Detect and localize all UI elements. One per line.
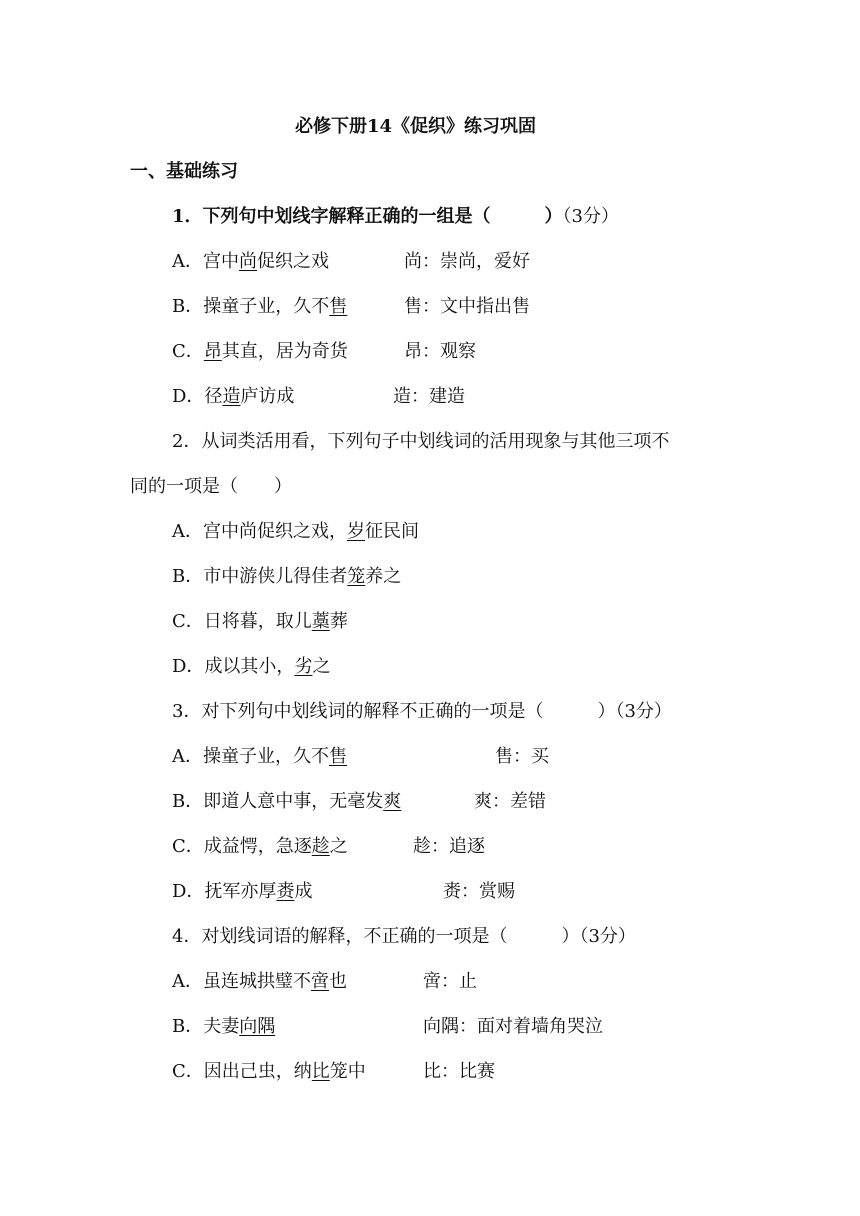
question-2-stem-line1: 2．从词类活用看，下列句子中划线词的活用现象与其他三项不 <box>172 431 670 452</box>
page-title: 必修下册14《促织》练习巩固 <box>295 116 537 137</box>
q3-option-c: C．成益愕，急逐趁之 <box>172 836 348 857</box>
q3-option-d: D．抚军亦厚赉成 <box>172 881 313 902</box>
q2-option-a: A．宫中尚促织之戏，岁征民间 <box>172 521 419 542</box>
q4-option-b: B．夫妻向隅 <box>172 1016 276 1037</box>
q1-option-c-gloss: 昂：观察 <box>404 341 476 362</box>
q1-option-a-gloss: 尚：崇尚，爱好 <box>404 251 530 272</box>
underlined-word: 赉 <box>276 881 295 902</box>
question-1-stem <box>172 204 619 230</box>
underlined-word: 尚 <box>239 251 257 272</box>
underlined-word: 啻 <box>311 971 329 992</box>
underlined-word: 笼 <box>347 566 366 587</box>
q2-option-c: C．日将暮，取儿藁葬 <box>172 611 348 632</box>
underlined-word: 售 <box>329 746 347 767</box>
q4-option-c-gloss: 比：比赛 <box>423 1061 495 1082</box>
underlined-word: 爽 <box>383 791 402 812</box>
q1-option-b: B．操童子业，久不售 <box>172 296 348 317</box>
question-1-score: （3分） <box>562 206 619 227</box>
q1-option-c: C．昂其直，居为奇货 <box>172 341 348 362</box>
underlined-word: 售 <box>329 296 348 317</box>
q3-option-b: B．即道人意中事，无毫发爽 <box>172 791 402 812</box>
question-4-score: （3分） <box>579 926 636 947</box>
q4-option-a: A．虽连城拱璧不啻也 <box>172 971 347 992</box>
underlined-word: 比 <box>311 1061 330 1082</box>
question-3-stem: 3．对下列句中划线词的解释不正确的一项是（ ）（3分） <box>172 701 672 722</box>
q1-option-a: A．宫中尚促织之戏 <box>172 251 329 272</box>
q2-option-d: D．成以其小，劣之 <box>172 656 331 677</box>
underlined-word: 向隅 <box>239 1016 276 1037</box>
q1-option-b-gloss: 售：文中指出售 <box>404 296 530 317</box>
underlined-word: 岁 <box>347 521 365 542</box>
underlined-word: 藁 <box>311 611 330 632</box>
underlined-word: 趁 <box>311 836 330 857</box>
q1-option-d: D．径造庐访成 <box>172 386 295 407</box>
q4-option-b-gloss: 向隅：面对着墙角哭泣 <box>423 1016 603 1037</box>
q4-option-c: C．因出己虫，纳比笼中 <box>172 1061 366 1082</box>
q4-option-a-gloss: 啻：止 <box>423 971 477 992</box>
underlined-word: 劣 <box>294 656 313 677</box>
q3-option-c-gloss: 趁：追逐 <box>413 836 485 857</box>
q1-option-d-gloss: 造：建造 <box>393 386 465 407</box>
underlined-word: 昂 <box>203 341 222 362</box>
q2-option-b: B．市中游侠儿得佳者笼养之 <box>172 566 402 587</box>
question-2-stem-line2: 同的一项是（ ） <box>130 476 292 497</box>
q3-option-a-gloss: 售：买 <box>495 746 549 767</box>
q3-option-d-gloss: 赉：赏赐 <box>443 881 515 902</box>
section-heading: 一、基础练习 <box>130 161 238 182</box>
question-4-stem: 4．对划线词语的解释，不正确的一项是（ ）（3分） <box>172 926 636 947</box>
q3-option-a: A．操童子业，久不售 <box>172 746 347 767</box>
underlined-word: 造 <box>222 386 241 407</box>
question-1-text: 1．下列句中划线字解释正确的一组是（ ） <box>172 206 563 227</box>
q3-option-b-gloss: 爽：差错 <box>474 791 546 812</box>
question-3-score: （3分） <box>615 701 672 722</box>
